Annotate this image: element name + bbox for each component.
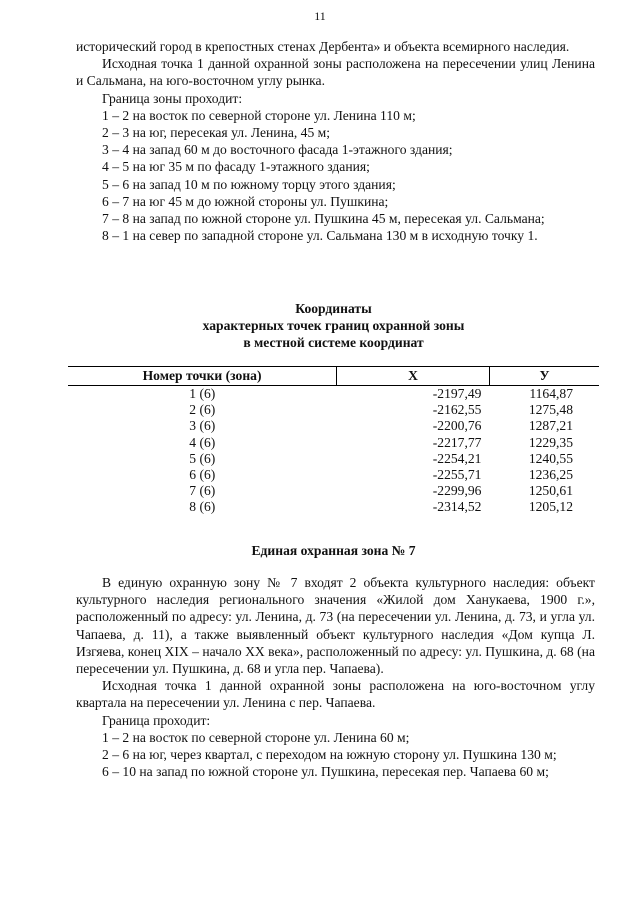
table-row	[68, 402, 599, 418]
table-cell: 2 (6)	[189, 402, 216, 418]
table-cell: 7 (6)	[189, 483, 216, 499]
coordinates-title-line: характерных точек границ охранной зоны	[202, 318, 465, 333]
zone7-heading-wrap	[68, 542, 599, 559]
paragraph-continued: исторический город в крепостных стенах Дербента» и объекта всемирного наследия.	[76, 39, 570, 54]
coordinates-title-line: Координаты	[295, 301, 372, 316]
table-row	[68, 386, 599, 403]
zone7-boundary-item: 6 – 10 на запад по южной стороне ул. Пушкина, пересекая пер. Чапаева 60 м;	[102, 764, 549, 780]
zone7-boundary-item: 2 – 6 на юг, через квартал, с переходом на южную сторону ул. Пушкина 130 м;	[102, 747, 557, 763]
column-header: У	[489, 367, 599, 386]
table-row	[68, 499, 599, 515]
coordinates-table	[68, 366, 599, 516]
table-cell: -2200,76	[432, 418, 482, 434]
boundary-item: 1 – 2 на восток по северной стороне ул. Ленина 110 м;	[102, 107, 416, 123]
table-cell: 1205,12	[528, 499, 573, 515]
boundary-item: 6 – 7 на юг 45 м до южной стороны ул. Пушкина;	[102, 193, 389, 209]
zone7-description	[76, 574, 595, 780]
table-row	[68, 467, 599, 483]
boundary-item: 8 – 1 на север по западной стороне ул. Сальмана 130 м в исходную точку 1.	[102, 228, 538, 244]
table-row	[68, 451, 599, 467]
zone7-start-point: Исходная точка 1 данной охранной зоны расположена на юго-восточном углу квартала на пересечении ул. Ленина с пер. Чапаева.	[76, 678, 595, 711]
table-cell: 1250,61	[528, 483, 573, 499]
page-number: 11	[314, 9, 326, 23]
table-cell: 1164,87	[529, 386, 573, 402]
table-cell: -2255,71	[432, 467, 482, 483]
table-cell: 1 (6)	[189, 386, 216, 402]
table-cell: 5 (6)	[189, 450, 216, 466]
column-header: X	[337, 367, 490, 386]
table-row	[68, 418, 599, 434]
zone7-boundary-item: 1 – 2 на восток по северной стороне ул. Ленина 60 м;	[102, 729, 410, 745]
table-cell: 1236,25	[528, 467, 573, 483]
table-cell: -2162,55	[432, 402, 482, 418]
zone-description	[76, 38, 595, 244]
column-header: Номер точки (зона)	[68, 367, 337, 386]
table-cell: 4 (6)	[189, 434, 216, 450]
table-cell: -2299,96	[432, 483, 482, 499]
table-cell: 1287,21	[528, 418, 573, 434]
start-point-paragraph: Исходная точка 1 данной охранной зоны расположена на пересечении улиц Ленина и Сальмана, на юго-восточном углу рынка.	[76, 56, 595, 89]
table-cell: 8 (6)	[189, 499, 216, 515]
zone7-heading: Единая охранная зона № 7	[251, 543, 416, 558]
boundary-item: 7 – 8 на запад по южной стороне ул. Пушкина 45 м, пересекая ул. Сальмана;	[102, 211, 545, 227]
table-cell: 3 (6)	[189, 418, 216, 434]
table-cell: -2254,21	[432, 450, 482, 466]
table-cell: 1240,55	[528, 450, 573, 466]
coordinates-title	[68, 300, 599, 351]
boundary-intro: Граница зоны проходит:	[102, 90, 243, 106]
table-cell: -2314,52	[432, 499, 482, 515]
table-cell: 1275,48	[528, 402, 573, 418]
table-cell: 1229,35	[528, 434, 573, 450]
table-cell: 6 (6)	[189, 467, 216, 483]
coordinates-title-line: в местной системе координат	[243, 335, 424, 350]
table-cell: -2217,77	[432, 434, 482, 450]
table-row	[68, 483, 599, 499]
table-header-row	[68, 367, 599, 386]
boundary-item: 3 – 4 на запад 60 м до восточного фасада 1-этажного здания;	[102, 142, 453, 158]
zone7-boundary-intro: Граница проходит:	[102, 712, 211, 728]
boundary-item: 5 – 6 на запад 10 м по южному торцу этого здания;	[102, 176, 396, 192]
table-row	[68, 435, 599, 451]
boundary-item: 4 – 5 на юг 35 м по фасаду 1-этажного здания;	[102, 159, 370, 175]
boundary-item: 2 – 3 на юг, пересекая ул. Ленина, 45 м;	[102, 125, 331, 141]
zone7-paragraph: В единую охранную зону № 7 входят 2 объекта культурного наследия: объект культурного наследия регионального значения «Жилой дом Ханукаева, 1900 г.», расположенный по адресу: ул. Ленина, д. 73 (на пересечении ул. Ленина, д. 73, и угла ул. Чапаева, д. 11), а также выявленный объект культурного наследия «Дом купца Л. Изгяева, конец XIX – начало XX века», расположенный по адресу: ул. Пушкина, д. 68 (на пересечении ул. Пушкина, д. 68 и угла пер. Чапаева).	[76, 575, 595, 677]
table-cell: -2197,49	[432, 386, 482, 402]
